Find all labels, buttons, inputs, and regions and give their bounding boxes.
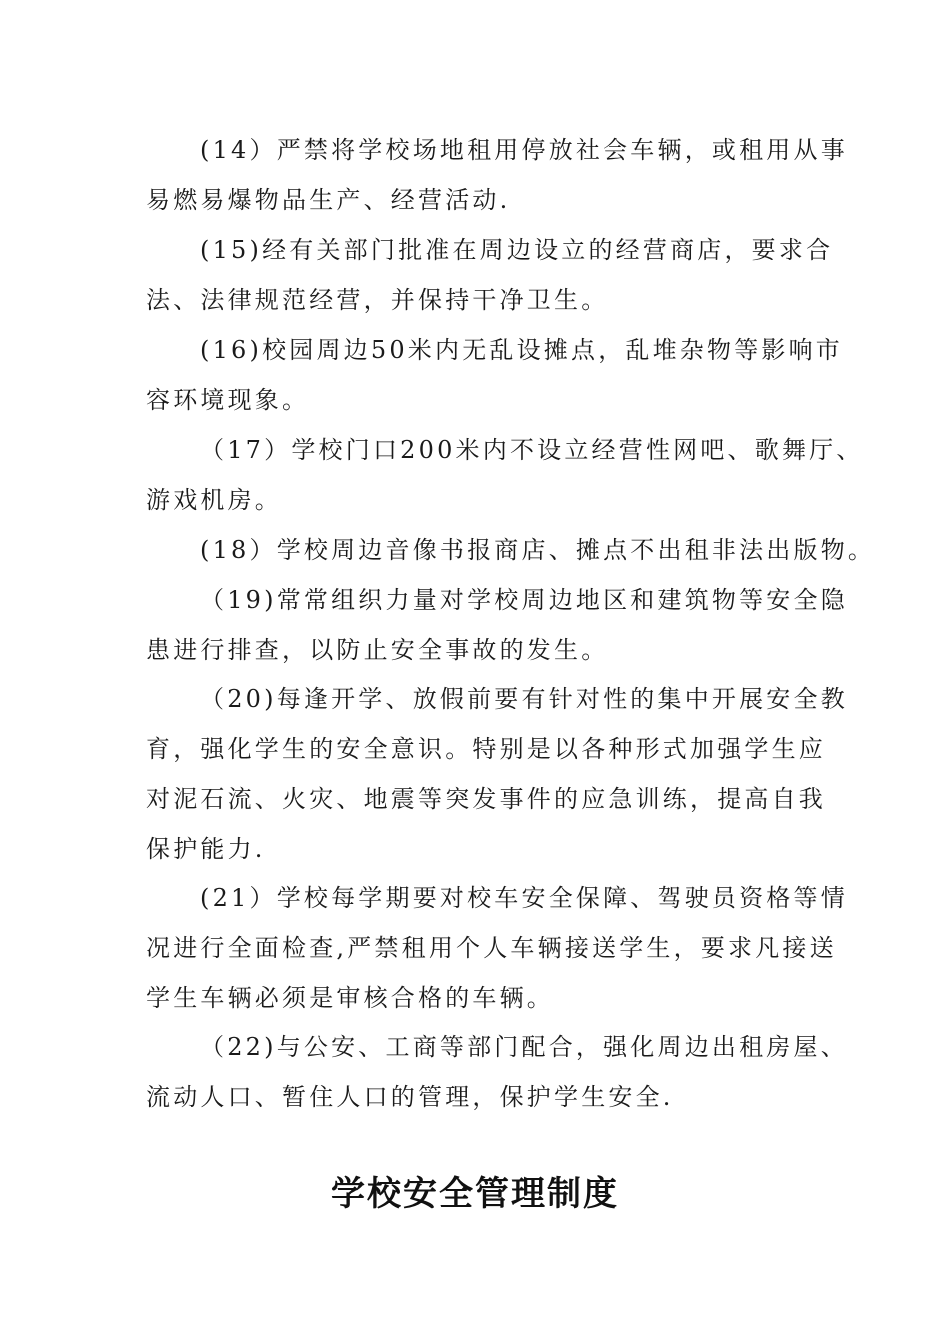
item-14-line-2: 易燃易爆物品生产、经营活动. [146, 186, 511, 214]
item-17-line-1: （17）学校门口200米内不设立经营性网吧、歌舞厅、 [200, 436, 864, 464]
item-18-line-1: (18）学校周边音像书报商店、摊点不出租非法出版物。 [200, 536, 876, 564]
item-20-line-2: 育，强化学生的安全意识。特别是以各种形式加强学生应 [146, 735, 826, 763]
item-20-line-4: 保护能力. [146, 835, 266, 863]
item-16-line-1: (16)校园周边50米内无乱设摊点，乱堆杂物等影响市 [200, 336, 844, 364]
section-title: 学校安全管理制度 [331, 1174, 619, 1214]
item-20-line-3: 对泥石流、火灾、地震等突发事件的应急训练，提高自我 [146, 785, 826, 813]
item-20-line-1: （20)每逢开学、放假前要有针对性的集中开展安全教 [200, 685, 848, 713]
item-16-line-2: 容环境现象。 [146, 386, 310, 414]
item-15-line-2: 法、法律规范经营，并保持干净卫生。 [146, 286, 609, 314]
item-21-line-3: 学生车辆必须是审核合格的车辆。 [146, 984, 554, 1012]
item-22-line-1: （22)与公安、工商等部门配合，强化周边出租房屋、 [200, 1033, 848, 1061]
item-22-line-2: 流动人口、暂住人口的管理，保护学生安全. [146, 1083, 674, 1111]
item-19-line-2: 患进行排查，以防止安全事故的发生。 [146, 636, 609, 664]
item-15-line-1: (15)经有关部门批准在周边设立的经营商店，要求合 [200, 236, 834, 264]
item-21-line-1: (21）学校每学期要对校车安全保障、驾驶员资格等情 [200, 884, 848, 912]
item-14-line-1: (14）严禁将学校场地租用停放社会车辆，或租用从事 [200, 136, 848, 164]
item-19-line-1: （19)常常组织力量对学校周边地区和建筑物等安全隐 [200, 586, 848, 614]
item-17-line-2: 游戏机房。 [146, 486, 282, 514]
item-21-line-2: 况进行全面检查,严禁租用个人车辆接送学生，要求凡接送 [146, 934, 837, 962]
